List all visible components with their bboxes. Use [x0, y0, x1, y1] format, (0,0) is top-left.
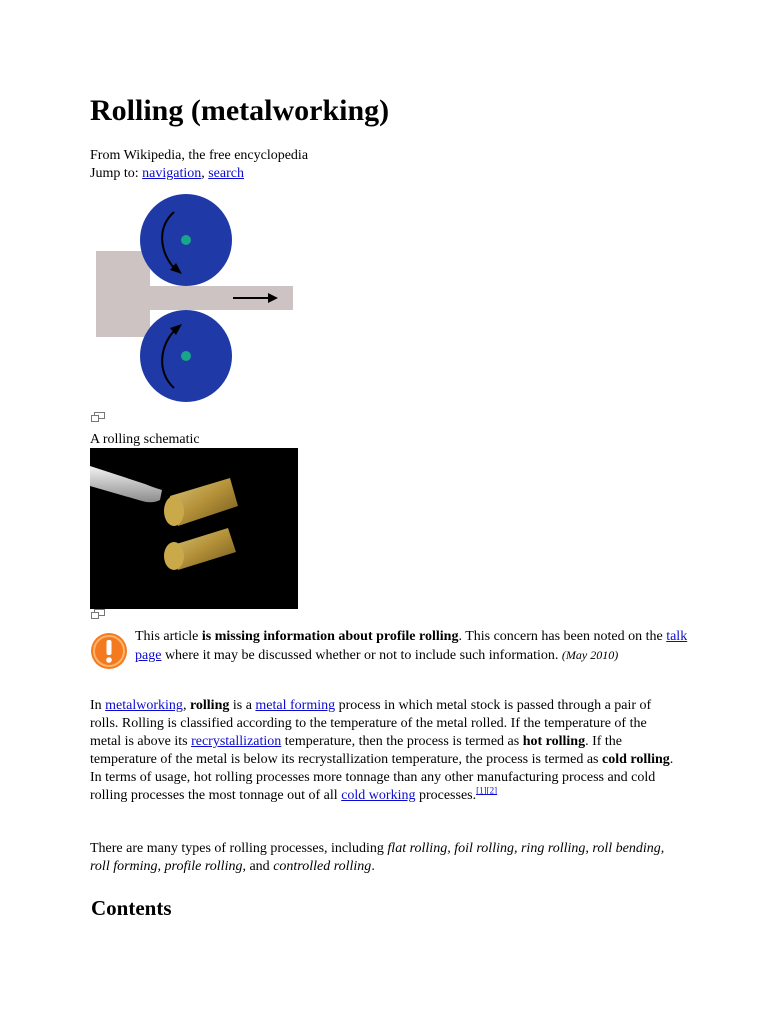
rolling-render-image[interactable] [90, 448, 298, 609]
cold-rolling-term: cold rolling [601, 752, 670, 767]
intro-text: temperature, then the process is termed as [281, 734, 523, 749]
notice-text-2: . This concern has been noted on the [458, 629, 667, 644]
talk-page-link[interactable]: talk page [135, 629, 688, 663]
type-flat-rolling: flat rolling [387, 841, 448, 856]
reference-2-link[interactable]: [2] [486, 785, 498, 796]
reference-1-link[interactable]: [1] [476, 785, 487, 796]
notice-date: (May 2010) [561, 648, 619, 662]
types-separator: , [585, 841, 593, 856]
enlarge-icon-2[interactable] [91, 609, 105, 619]
types-separator: , [447, 841, 455, 856]
types-separator: , [513, 841, 521, 856]
types-separator: , [157, 859, 165, 874]
notice-text [135, 628, 690, 665]
lower-roller-end [164, 542, 184, 570]
navigation-link[interactable]: navigation [142, 166, 202, 181]
tagline: From Wikipedia, the free encyclopedia [90, 148, 309, 163]
strip-thick [96, 251, 150, 337]
figure-caption: A rolling schematic [90, 432, 200, 447]
intro-text: In [90, 698, 106, 713]
exclamation-icon [90, 632, 128, 670]
page-title: Rolling (metalworking) [90, 94, 390, 127]
upper-roll-hub [181, 235, 191, 245]
jump-separator: , [201, 166, 205, 181]
type-ring-rolling: ring rolling [520, 841, 586, 856]
enlarge-icon[interactable] [91, 412, 105, 422]
types-paragraph [90, 840, 675, 876]
intro-text: is a [229, 698, 256, 713]
intro-text: . If the temperature of the metal is below its recrystallization temperature, the process is termed as [90, 734, 623, 767]
types-text: There are many types of rolling processes, including [90, 841, 388, 856]
upper-roller-end [164, 496, 184, 526]
intro-paragraph [90, 697, 675, 805]
contents-heading: Contents [91, 896, 172, 920]
intro-text: processes. [415, 788, 477, 803]
references [476, 785, 497, 795]
lower-roll-hub [181, 351, 191, 361]
intro-text: , [182, 698, 190, 713]
type-foil-rolling: foil rolling [454, 841, 514, 856]
rolling-term: rolling [189, 698, 230, 713]
cold-working-link[interactable]: cold working [341, 788, 416, 803]
intro-text: process in which metal stock is passed through a pair of rolls. Rolling is classified according to the temperature of the metal rolled. If the temperature of the metal is above its [90, 698, 652, 749]
type-roll-bending: roll bending [592, 841, 661, 856]
types-end: . [371, 859, 375, 874]
type-controlled-rolling: controlled rolling [273, 859, 372, 874]
notice-text-1: This article [135, 629, 202, 644]
search-link[interactable]: search [208, 166, 244, 181]
jump-to-label: Jump to: [90, 166, 139, 181]
intro-text: . In terms of usage, hot rolling processes more tonnage than any other manufacturing process and cold rolling processes the most tonnage out of all [90, 752, 674, 803]
jump-to-line [90, 165, 244, 183]
notice-text-3: where it may be discussed whether or not to include such information. [161, 648, 562, 663]
rolling-schematic-image[interactable] [90, 192, 300, 407]
notice-bold: is missing information about profile rolling [201, 629, 459, 644]
types-separator: , [660, 841, 665, 856]
metal-forming-link[interactable]: metal forming [255, 698, 336, 713]
type-profile-rolling: profile rolling [164, 859, 243, 874]
hot-rolling-term: hot rolling [522, 734, 586, 749]
types-separator: , and [242, 859, 274, 874]
recrystallization-link[interactable]: recrystallization [191, 734, 282, 749]
metalworking-link[interactable]: metalworking [105, 698, 183, 713]
type-roll-forming: roll forming [90, 859, 158, 874]
